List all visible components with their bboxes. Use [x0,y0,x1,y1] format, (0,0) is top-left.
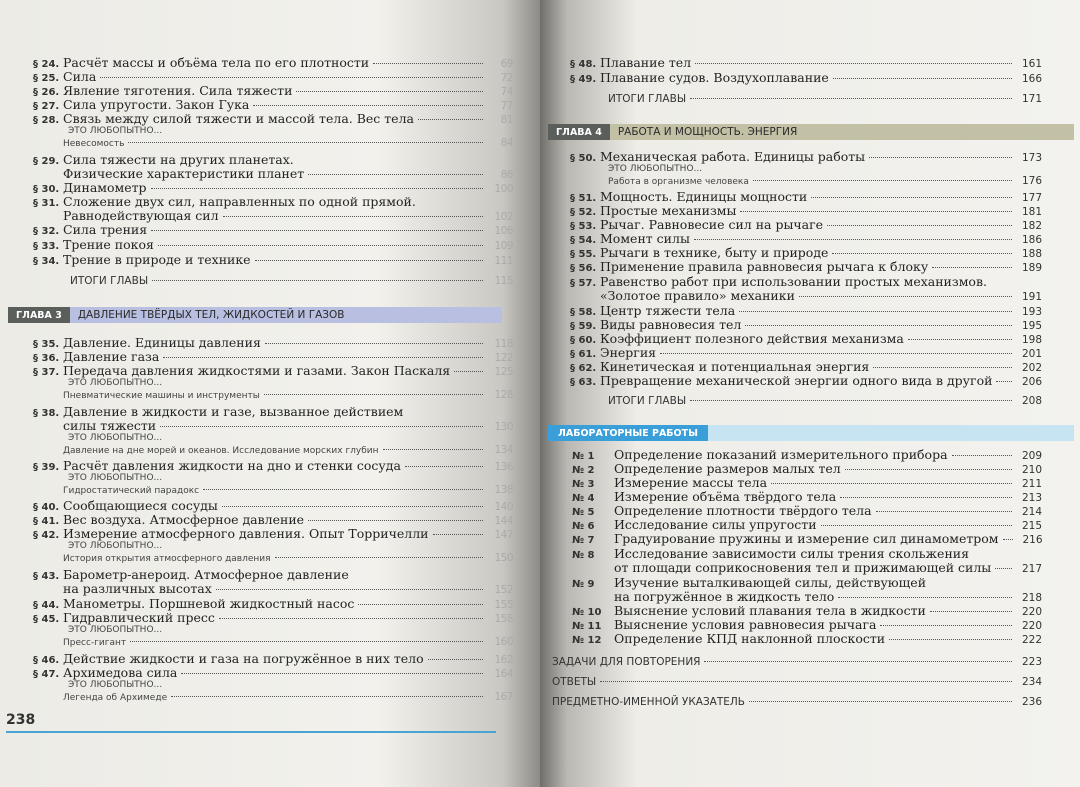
page-ref: 176 [1021,175,1042,187]
section-number: § 38. [33,408,60,419]
curiosity-label: ЭТО ЛЮБОПЫТНО... [608,164,703,174]
page-ref: 201 [1021,348,1042,360]
page-ref: 195 [1021,320,1042,332]
lab-number: № 9 [572,579,595,590]
entry-title: Архимедова сила [63,665,178,680]
summary-label: ИТОГИ ГЛАВЫ [608,395,687,407]
entry-title: Сила трения [63,222,148,237]
page-ref: 161 [1021,58,1042,70]
entry-title: Энергия [600,345,657,360]
subentry-title: Невесомость [63,139,125,149]
page-ref: 223 [1021,656,1042,668]
section-number: § 48. [570,59,597,70]
page-ref: 162 [494,654,513,666]
entry-title-line2: «Золотое правило» механики [600,288,795,303]
section-number: § 37. [33,367,60,378]
page-ref: 86 [500,169,513,181]
entry-title: Виды равновесия тел [600,317,742,332]
appendix-title: ПРЕДМЕТНО-ИМЕННОЙ УКАЗАТЕЛЬ [552,696,746,708]
page-ref: 186 [1021,234,1042,246]
page-ref: 220 [1021,606,1042,618]
curiosity-label: ЭТО ЛЮБОПЫТНО... [68,433,163,443]
page-ref: 177 [1021,192,1042,204]
entry-title-line1: Сложение двух сил, направленных по одной прямой. [63,194,416,209]
chapter-tag: ГЛАВА 3 [8,307,70,323]
toc-subentry[interactable] [608,176,1042,188]
page-ref: 140 [494,501,513,513]
section-number: § 61. [570,349,597,360]
page-ref: 191 [1021,291,1042,303]
entry-title-line2: на различных высотах [63,581,212,596]
lab-title: Градуирование пружины и измерение сил динамометром [614,531,999,546]
lab-number: № 3 [572,479,595,490]
section-number: § 40. [33,502,60,513]
lab-title: Измерение массы тела [614,475,768,490]
chapter-heading[interactable] [548,124,1074,140]
page-ref: 109 [494,240,513,252]
section-number: § 35. [33,339,60,350]
page-ref: 173 [1021,152,1042,164]
subentry-title: Пневматические машины и инструменты [63,391,260,401]
page-ref: 102 [494,211,513,223]
lab-number: № 12 [572,635,602,646]
section-number: § 26. [33,87,60,98]
entry-title: Манометры. Поршневой жидкостный насос [63,596,355,611]
page-ref: 188 [1021,248,1042,260]
page-ref: 130 [494,421,513,433]
toc-subentry[interactable] [63,138,513,150]
page-ref: 167 [494,691,513,703]
page-ref: 222 [1021,634,1042,646]
lab-number: № 10 [572,607,602,618]
entry-title-line1: Сила тяжести на других планетах. [63,152,294,167]
page-ref: 147 [494,529,513,541]
lab-number: № 5 [572,507,595,518]
page-ref: 189 [1021,262,1042,274]
lab-title: Определение показаний измерительного прибора [614,447,948,462]
page-ref: 144 [494,515,513,527]
toc-entry[interactable] [33,253,513,269]
entry-title: Динамометр [63,180,147,195]
lab-title: Измерение объёма твёрдого тела [614,489,837,504]
entry-title: Применение правила равновесия рычага к блоку [600,259,929,274]
page-ref: 125 [494,366,513,378]
entry-title-line1: Равенство работ при использовании простых механизмов. [600,274,987,289]
summary-label: ИТОГИ ГЛАВЫ [608,93,687,105]
page-ref: 134 [494,444,513,456]
entry-title: Сообщающиеся сосуды [63,498,218,513]
page-ref: 115 [494,275,513,287]
page-ref: 216 [1022,534,1043,546]
page-ref: 164 [494,668,513,680]
curiosity-label: ЭТО ЛЮБОПЫТНО... [68,378,163,388]
page-ref: 72 [500,72,513,84]
lab-number: № 2 [572,465,595,476]
chapter-heading[interactable] [8,307,502,323]
chapter-summary[interactable] [608,92,1042,106]
curiosity-label: ЭТО ЛЮБОПЫТНО... [68,541,163,551]
subentry-title: Работа в организме человека [608,177,749,187]
section-number: § 62. [570,363,597,374]
section-number: § 34. [33,256,60,267]
lab-number: № 1 [572,451,595,462]
summary-label: ИТОГИ ГЛАВЫ [70,275,149,287]
section-number: § 60. [570,335,597,346]
page-ref: 150 [494,552,513,564]
section-number: § 28. [33,115,60,126]
lab-number: № 4 [572,493,595,504]
toc-entry-cont[interactable] [600,289,1042,304]
page-ref: 136 [494,461,513,473]
page-ref: 128 [494,389,513,401]
page-ref: 160 [494,636,513,648]
toc-appendix-entry[interactable] [552,695,1042,709]
curiosity-label: ЭТО ЛЮБОПЫТНО... [68,625,163,635]
page-ref: 198 [1021,334,1042,346]
lab-entry[interactable] [572,632,1042,648]
section-number: § 43. [33,571,60,582]
section-number: § 46. [33,655,60,666]
toc-entry[interactable] [570,71,1042,87]
section-number: § 54. [570,235,597,246]
page-ref: 152 [494,584,513,596]
section-number: § 41. [33,516,60,527]
page-ref: 206 [1021,376,1042,388]
lab-title-line2: на погружённое в жидкость тело [614,589,835,604]
toc-subentry[interactable] [63,637,513,649]
lab-title-line1: Изучение выталкивающей силы, действующей [614,575,927,590]
entry-title-line2: Равнодействующая сил [63,208,219,223]
section-number: § 29. [33,156,60,167]
entry-title: Измерение атмосферного давления. Опыт Торричелли [63,526,429,541]
appendix-title: ЗАДАЧИ ДЛЯ ПОВТОРЕНИЯ [552,656,701,668]
entry-title: Простые механизмы [600,203,737,218]
toc-appendix-entry[interactable] [552,655,1042,669]
toc-subentry[interactable] [63,485,513,497]
page-ref: 217 [1021,563,1042,575]
section-number: § 50. [570,153,597,164]
page-ref: 182 [1021,220,1042,232]
entry-title-line2: силы тяжести [63,418,157,433]
toc-entry[interactable] [570,374,1042,390]
section-number: § 44. [33,600,60,611]
right-page [540,0,1080,787]
page-ref: 209 [1021,450,1042,462]
entry-title: Расчёт давления жидкости на дно и стенки сосуда [63,458,401,473]
chapter-title: РАБОТА И МОЩНОСТЬ. ЭНЕРГИЯ [610,124,1074,140]
page-ref: 210 [1021,464,1042,476]
lab-title-line1: Исследование зависимости силы трения скольжения [614,546,969,561]
lab-title: Исследование силы упругости [614,517,817,532]
page-ref: 100 [494,183,513,195]
lab-title: Определение плотности твёрдого тела [614,503,872,518]
page-ref: 171 [1021,93,1042,105]
entry-title: Рычаг. Равновесие сил на рычаге [600,217,824,232]
page-ref: 84 [500,137,513,149]
page-ref: 77 [500,100,513,112]
lab-title: Выяснение условий плавания тела в жидкости [614,603,926,618]
toc-subentry[interactable] [63,692,513,704]
toc-subentry[interactable] [63,553,513,565]
entry-title-line2: Физические характеристики планет [63,166,305,181]
entry-title: Рычаги в технике, быту и природе [600,245,829,260]
page-ref: 213 [1021,492,1042,504]
subentry-title: Легенда об Архимеде [63,693,168,703]
page-ref: 69 [500,58,513,70]
labs-bar [708,425,1074,441]
page-ref: 215 [1021,520,1042,532]
section-number: § 36. [33,353,60,364]
page-ref: 155 [494,599,513,611]
entry-title: Плавание судов. Воздухоплавание [600,70,829,85]
entry-title: Трение покоя [63,237,154,252]
section-number: § 42. [33,530,60,541]
lab-title: Выяснение условия равновесия рычага [614,617,877,632]
subentry-title: История открытия атмосферного давления [63,554,271,564]
section-number: § 32. [33,226,60,237]
entry-title: Явление тяготения. Сила тяжести [63,83,293,98]
chapter-tag: ГЛАВА 4 [548,124,610,140]
page-ref: 218 [1021,592,1042,604]
entry-title: Сила [63,69,97,84]
page-ref: 236 [1021,696,1042,708]
chapter-summary[interactable] [70,274,513,288]
lab-title-line2: от площади соприкосновения тел и прижимающей силы [614,560,992,575]
entry-title: Вес воздуха. Атмосферное давление [63,512,305,527]
entry-title: Связь между силой тяжести и массой тела. Вес тела [63,111,414,126]
lab-number: № 8 [572,550,595,561]
labs-tag: ЛАБОРАТОРНЫЕ РАБОТЫ [548,425,708,441]
entry-title: Сила упругости. Закон Гука [63,97,250,112]
section-number: § 52. [570,207,597,218]
lab-title: Определение размеров малых тел [614,461,841,476]
curiosity-label: ЭТО ЛЮБОПЫТНО... [68,126,163,136]
page-ref: 166 [1021,73,1042,85]
page-ref: 118 [494,338,513,350]
page-ref: 220 [1021,620,1042,632]
lab-title: Определение КПД наклонной плоскости [614,631,886,646]
page-ref: 214 [1021,506,1042,518]
section-number: § 59. [570,321,597,332]
entry-title: Центр тяжести тела [600,303,736,318]
entry-title: Превращение механической энергии одного вида в другой [600,373,993,388]
section-number: § 33. [33,241,60,252]
section-number: § 56. [570,263,597,274]
lab-number: № 11 [572,621,602,632]
page-ref: 181 [1021,206,1042,218]
entry-title: Плавание тел [600,55,692,70]
subentry-title: Пресс-гигант [63,638,127,648]
section-number: § 31. [33,198,60,209]
entry-title: Мощность. Единицы мощности [600,189,808,204]
toc-entry-cont[interactable] [63,582,513,597]
footer-rule [6,731,496,733]
page-ref: 202 [1021,362,1042,374]
page-ref: 111 [494,255,513,267]
entry-title: Передача давления жидкостями и газами. Закон Паскаля [63,363,451,378]
page-ref: 193 [1021,306,1042,318]
section-number: § 58. [570,307,597,318]
toc-subentry[interactable] [63,445,513,457]
section-number: § 45. [33,614,60,625]
entry-title: Трение в природе и технике [63,252,251,267]
entry-title: Механическая работа. Единицы работы [600,149,866,164]
entry-title-line1: Барометр-анероид. Атмосферное давление [63,567,349,582]
section-number: § 24. [33,59,60,70]
section-number: § 47. [33,669,60,680]
entry-title: Давление. Единицы давления [63,335,261,350]
page-ref: 158 [494,613,513,625]
toc-entry-cont[interactable] [63,419,513,434]
page-ref: 106 [494,225,513,237]
section-number: § 27. [33,101,60,112]
section-number: § 25. [33,73,60,84]
entry-title: Давление газа [63,349,160,364]
lab-number: № 6 [572,521,595,532]
page-ref: 234 [1021,676,1042,688]
labs-heading[interactable] [548,425,1074,441]
section-number: § 63. [570,377,597,388]
section-number: § 49. [570,74,597,85]
entry-title: Коэффициент полезного действия механизма [600,331,904,346]
entry-title: Кинетическая и потенциальная энергия [600,359,870,374]
entry-title: Гидравлический пресс [63,610,215,625]
entry-title: Расчёт массы и объёма тела по его плотности [63,55,370,70]
page-ref: 74 [500,86,513,98]
section-number: § 39. [33,462,60,473]
appendix-title: ОТВЕТЫ [552,676,597,688]
subentry-title: Гидростатический парадокс [63,486,200,496]
page-ref: 122 [494,352,513,364]
section-number: § 53. [570,221,597,232]
lab-entry-cont[interactable] [614,561,1042,576]
chapter-title: ДАВЛЕНИЕ ТВЁРДЫХ ТЕЛ, ЖИДКОСТЕЙ И ГАЗОВ [70,307,502,323]
page-ref: 138 [494,484,513,496]
entry-title: Момент силы [600,231,690,246]
entry-title: Действие жидкости и газа на погружённое в них тело [63,651,424,666]
section-number: § 57. [570,278,597,289]
entry-title-line1: Давление в жидкости и газе, вызванное действием [63,404,404,419]
page-ref: 211 [1021,478,1042,490]
page-ref: 81 [500,114,513,126]
toc-appendix-entry[interactable] [552,675,1042,689]
page-number: 238 [6,712,36,728]
section-number: § 51. [570,193,597,204]
section-number: § 55. [570,249,597,260]
page-ref: 208 [1021,395,1042,407]
toc-subentry[interactable] [63,390,513,402]
curiosity-label: ЭТО ЛЮБОПЫТНО... [68,680,163,690]
chapter-summary[interactable] [608,394,1042,408]
lab-number: № 7 [572,535,595,546]
section-number: § 30. [33,184,60,195]
curiosity-label: ЭТО ЛЮБОПЫТНО... [68,473,163,483]
subentry-title: Давление на дне морей и океанов. Исследование морских глубин [63,446,379,456]
